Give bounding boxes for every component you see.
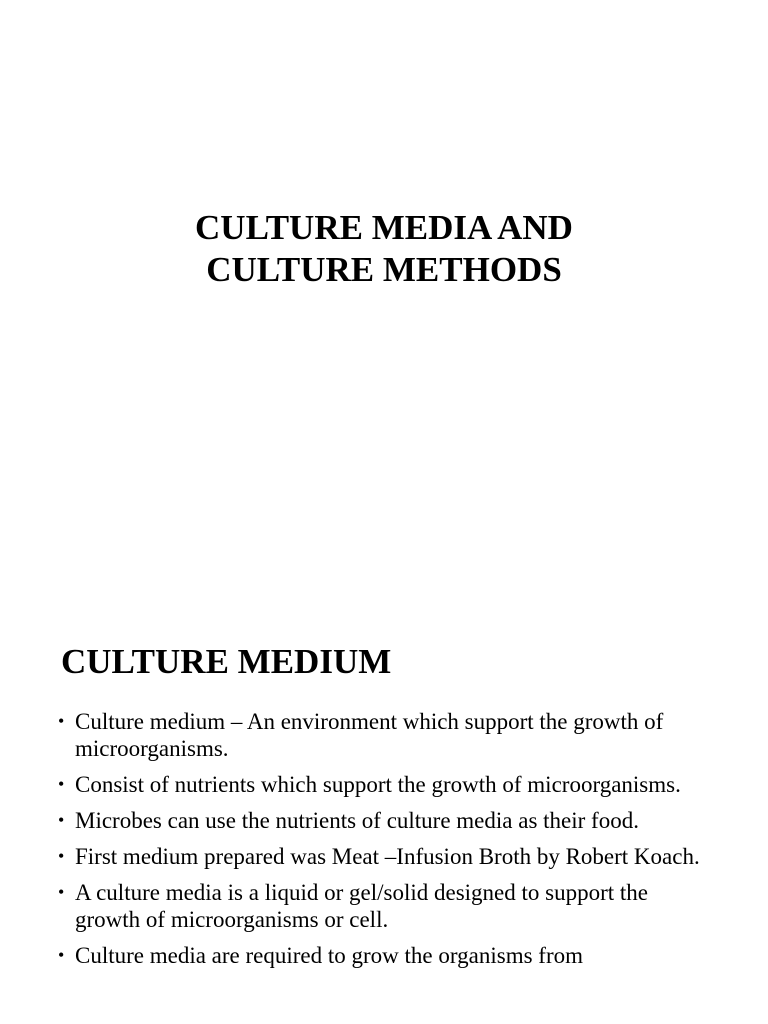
bullet-icon: • <box>58 945 65 965</box>
bullet-icon: • <box>58 774 65 794</box>
bullet-text: Microbes can use the nutrients of culture media as their food. <box>75 808 639 833</box>
bullet-item <box>58 807 718 834</box>
bullet-icon: • <box>58 846 65 866</box>
bullet-text: First medium prepared was Meat –Infusion Broth by Robert Koach. <box>75 844 700 869</box>
slide-title-line-2: CULTURE METHODS <box>206 250 562 289</box>
bullet-text: Culture medium – An environment which support the growth of microorganisms. <box>75 709 664 761</box>
bullet-item <box>58 771 718 798</box>
bullet-item <box>58 942 718 969</box>
bullet-item <box>58 843 718 870</box>
bullet-text: A culture media is a liquid or gel/solid designed to support the growth of microorganisms or cell. <box>75 880 648 932</box>
bullet-text: Culture media are required to grow the organisms from <box>75 943 583 968</box>
slide-title <box>0 207 768 291</box>
bullet-item <box>58 879 718 933</box>
section-heading: CULTURE MEDIUM <box>61 642 392 681</box>
bullet-icon: • <box>58 810 65 830</box>
bullet-icon: • <box>58 711 65 731</box>
bullet-text: Consist of nutrients which support the growth of microorganisms. <box>75 772 681 797</box>
bullet-list <box>58 708 718 978</box>
bullet-icon: • <box>58 882 65 902</box>
bullet-item <box>58 708 718 762</box>
content-slide <box>0 605 768 1024</box>
slide-title-line-1: CULTURE MEDIA AND <box>195 208 573 247</box>
